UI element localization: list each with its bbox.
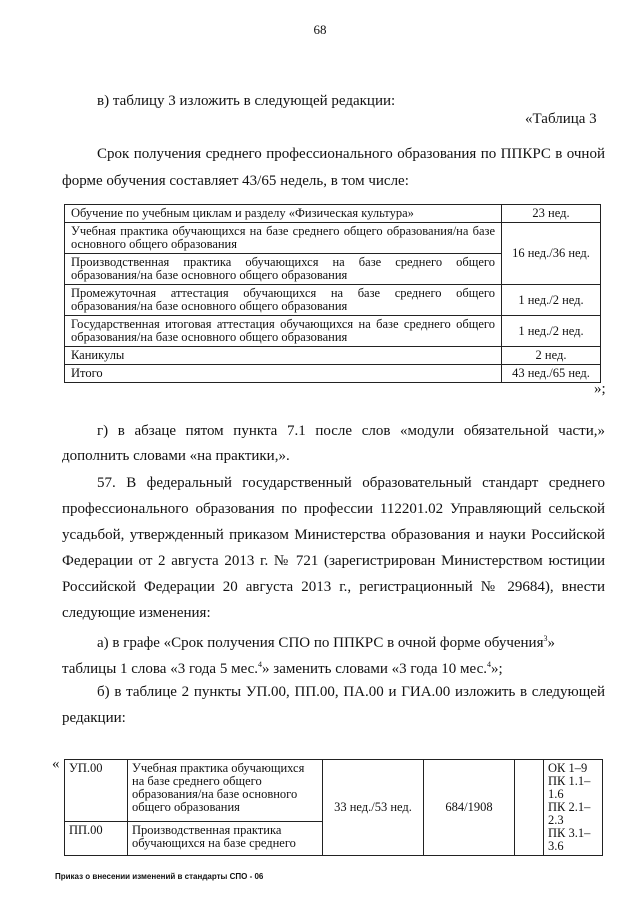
para-a-text: »; (491, 661, 503, 677)
competency: ПК 2.1–2.3 (548, 800, 591, 827)
para-b-line1: б) в таблице 2 пункты УП.00, ПП.00, ПА.00 и ГИА.00 изложить в следующей (97, 684, 605, 700)
table-row (65, 365, 601, 383)
table-cell-code: ПП.00 (65, 822, 128, 856)
p57-line1: 57. В федеральный государственный образовательный стандарт среднего (97, 475, 605, 491)
table-row (65, 760, 603, 822)
table-cell-competencies (544, 760, 603, 856)
p57-line4: Федерации от 2 августа 2013 г. № 721 (зарегистрирован Министерством юстиции (62, 553, 605, 569)
table-cell: Обучение по учебным циклам и разделу «Физическая культура» (65, 205, 502, 223)
table-cell: Производственная практика обучающихся на базе среднего (128, 822, 323, 856)
footnote-ref: 3 (543, 634, 548, 643)
footer: Приказ о внесении изменений в стандарты СПО - 06 (55, 872, 264, 881)
table-cell: Промежуточная аттестация обучающихся на базе среднего общего образования/на базе основного общего образования (65, 285, 502, 316)
table-cell-code: УП.00 (65, 760, 128, 822)
para-a-text: » заменить словами «3 года 10 мес. (262, 661, 487, 677)
table-cell-value: 43 нед./65 нед. (502, 365, 601, 383)
table-cell: Производственная практика обучающихся на базе среднего общего образования/на базе основного общего образования (65, 254, 502, 285)
table-cell-empty (515, 760, 544, 856)
footnote-ref: 4 (258, 660, 263, 669)
page-number: 68 (313, 22, 327, 37)
table-cell: Учебная практика обучающихся на базе среднего общего образования/на базе основного общего образования (65, 223, 502, 254)
para1-line2: форме обучения составляет 43/65 недель, в том числе: (62, 173, 409, 189)
table-cell-hours: 684/1908 (424, 760, 515, 856)
open-quote: « (52, 756, 60, 772)
footnote-ref: 4 (487, 660, 491, 669)
p57-line6: следующие изменения: (62, 605, 211, 621)
table-caption: «Таблица 3 (525, 111, 597, 127)
intro-line: в) таблицу 3 изложить в следующей редакции: (97, 93, 396, 109)
para-a-text: таблицы 1 слова «3 года 5 мес. (62, 661, 259, 677)
table-cell: Каникулы (65, 347, 502, 365)
competency: ПК 1.1–1.6 (548, 774, 591, 801)
table-cell-value: 2 нед. (502, 347, 601, 365)
table-row (65, 285, 601, 316)
para-a-text: а) в графе «Срок получения СПО по ППКРС в очной форме обучения (97, 635, 544, 651)
para-a-line2 (62, 656, 503, 678)
table-cell-value: 23 нед. (502, 205, 601, 223)
competency: ПК 3.1–3.6 (548, 826, 591, 853)
para-g-line2: дополнить словами «на практики,». (62, 448, 290, 464)
table-3 (64, 204, 601, 383)
table-cell-value: 1 нед./2 нед. (502, 316, 601, 347)
table-cell-value: 1 нед./2 нед. (502, 285, 601, 316)
para-g-line1: г) в абзаце пятом пункта 7.1 после слов «модули обязательной части,» (97, 423, 605, 439)
table-cell-value: 16 нед./36 нед. (502, 223, 601, 285)
table-cell-weeks: 33 нед./53 нед. (323, 760, 424, 856)
para-b-line2: редакции: (62, 710, 126, 726)
p57-line3: усадьбой, утвержденный приказом Министерства образования и науки Российской (62, 527, 605, 543)
para-a-line1 (97, 630, 555, 652)
table-closing-quote: »; (594, 381, 606, 397)
table-row (65, 205, 601, 223)
para1-line1: Срок получения среднего профессионального образования по ППКРС в очной (97, 146, 605, 162)
table-cell: Государственная итоговая аттестация обучающихся на базе среднего общего образования/на базе основного общего образования (65, 316, 502, 347)
p57-line5: Российской Федерации 20 августа 2013 г., регистрационный № 29684), внести (62, 579, 605, 595)
competency: ОК 1–9 (548, 761, 588, 775)
para-a-text: » (547, 635, 555, 651)
table-row (65, 316, 601, 347)
table-row (65, 347, 601, 365)
table-2-fragment (64, 759, 603, 856)
table-cell: Итого (65, 365, 502, 383)
table-cell: Учебная практика обучающихся на базе среднего общего образования/на базе основного общего образования (128, 760, 323, 822)
table-row (65, 223, 601, 254)
p57-line2: профессионального образования по профессии 112201.02 Управляющий сельской (62, 501, 605, 517)
